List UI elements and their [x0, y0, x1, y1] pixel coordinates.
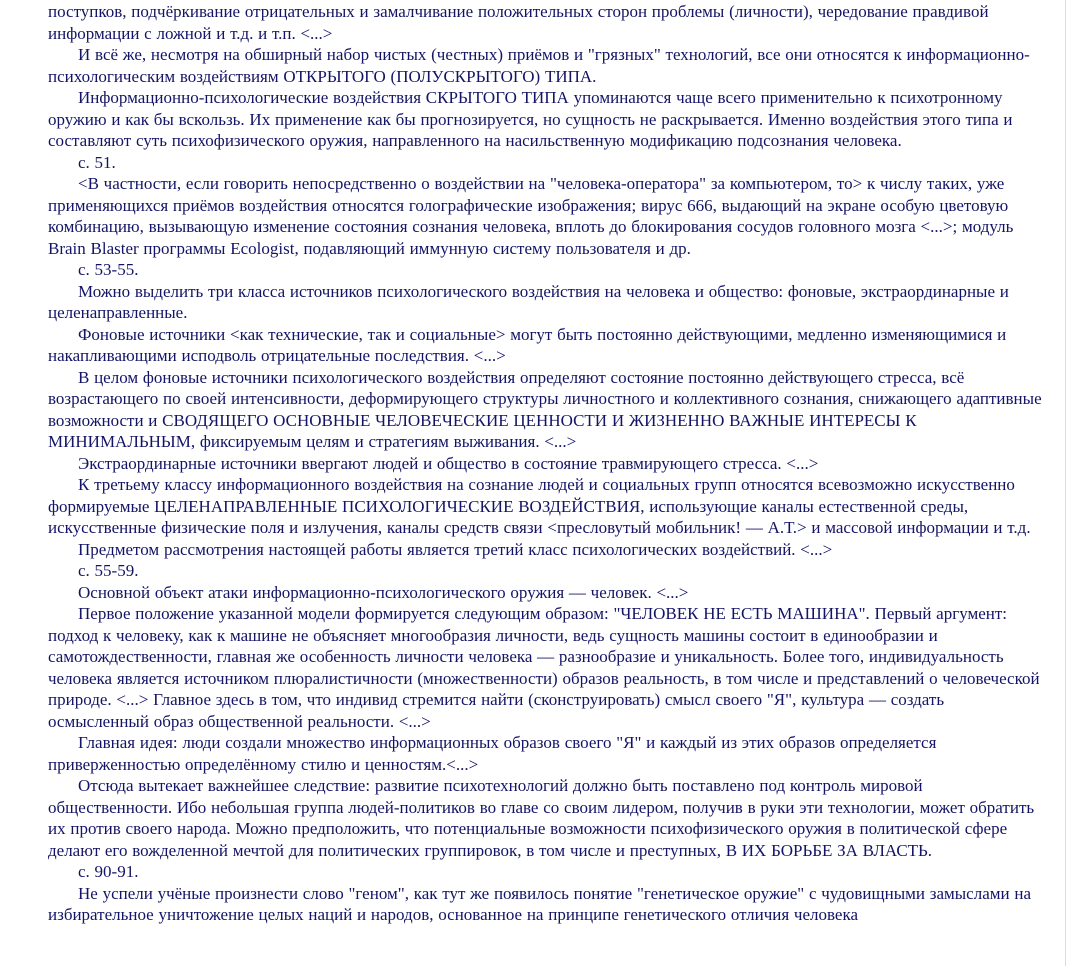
paragraph: И всё же, несмотря на обширный набор чистых (честных) приёмов и "грязных" технологий, все они относятся к информационно-психологическим воздействиям ОТКРЫТОГО (ПОЛУСКРЫТОГО) ТИПА.	[48, 45, 1030, 86]
paragraph: Предметом рассмотрения настоящей работы является третий класс психологических воздействий. <...>	[78, 539, 833, 559]
document-text-body	[48, 1, 1042, 926]
paragraph: с. 90-91.	[78, 862, 139, 881]
paragraph: поступков, подчёркивание отрицательных и замалчивание положительных сторон проблемы (личности), чередование правдивой информации с ложной и т.д. и т.п. <...>	[48, 2, 989, 43]
paragraph: Можно выделить три класса источников психологического воздействия на человека и общество: фоновые, экстраординарные и целенаправленные.	[48, 281, 1009, 322]
paragraph: Первое положение указанной модели формируется следующим образом: "ЧЕЛОВЕК НЕ ЕСТЬ МАШИНА". Первый аргумент: подход к человеку, как к машине не объясняет многообразия личности, ведь сущность машины состоит в единообразии и самотождественности, главная же особенность личности человека — разнообразие и уникальность. Более того, индивидуальность человека является источником плюралистичности (множественности) образов реальность, в том числе и представлений о человеческой природе. <...> Главное здесь в том, что индивид стремится найти (сконструировать) смысл своего "Я", культура — создать осмысленный образ общественной реальности. <...>	[48, 604, 1040, 731]
paragraph: Главная идея: люди создали множество информационных образов своего "Я" и каждый из этих образов определяется приверженностью определённому стилю и ценностям.<...>	[48, 733, 937, 774]
paragraph: с. 53-55.	[78, 260, 139, 279]
paragraph: Отсюда вытекает важнейшее следствие: развитие психотехнологий должно быть поставлено под контроль мировой общественности. Ибо небольшая группа людей-политиков во главе со своим лидером, получив в руки эти технологии, может обратить их против своего народа. Можно предположить, что потенциальные возможности психофизического оружия в политической сфере делают его вожделенной мечтой для политических группировок, в том числе и преступных, В ИХ БОРЬБЕ ЗА ВЛАСТЬ.	[48, 776, 1035, 860]
paragraph: Не успели учёные произнести слово "геном", как тут же появилось понятие "генетическое оружие" с чудовищными замыслами на избирательное уничтожение целых наций и народов, основанное на принципе генетического отличия человека	[48, 883, 1031, 924]
paragraph: Информационно-психологические воздействия СКРЫТОГО ТИПА упоминаются чаще всего применительно к психотронному оружию и как бы вскользь. Их применение как бы прогнозируется, но сущность не раскрывается. Именно воздействия этого типа и составляют суть психофизического оружия, направленного на насильственную модификацию подсознания человека.	[48, 88, 1013, 150]
paragraph: К третьему классу информационного воздействия на сознание людей и социальных групп относятся всевозможно искусственно формируемые ЦЕЛЕНАПРАВЛЕННЫЕ ПСИХОЛОГИЧЕСКИЕ ВОЗДЕЙСТВИЯ, использующие каналы естественной среды, искусственные физические поля и излучения, каналы средств связи <пресловутый мобильник! — А.Т.> и массовой информации и т.д.	[48, 475, 1031, 537]
paragraph: Основной объект атаки информационно-психологического оружия — человек. <...>	[78, 582, 689, 602]
paragraph: Экстраординарные источники ввергают людей и общество в состояние травмирующего стресса. <...>	[78, 453, 819, 473]
paragraph: В целом фоновые источники психологического воздействия определяют состояние постоянно действующего стресса, всё возрастающего по своей интенсивности, деформирующего структуры личностного и коллективного сознания, снижающего адаптивные возможности и СВОДЯЩЕГО ОСНОВНЫЕ ЧЕЛОВЕЧЕСКИЕ ЦЕННОСТИ И ЖИЗНЕННО ВАЖНЫЕ ИНТЕРЕСЫ К МИНИМАЛЬНЫМ, фиксируемым целям и стратегиям выживания. <...>	[48, 367, 1042, 451]
paragraph: Фоновые источники <как технические, так и социальные> могут быть постоянно действующими, медленно изменяющимися и накапливающими исподволь отрицательные последствия. <...>	[48, 324, 1007, 365]
paragraph: с. 55-59.	[78, 561, 139, 580]
paragraph: <В частности, если говорить непосредственно о воздействии на "человека-оператора" за компьютером, то> к числу таких, уже применяющихся приёмов воздействия относятся голографические изображения; вирус 666, выдающий на экране особую цветовую комбинацию, вызывающую изменение состояния сознания человека, вплоть до блокирования сосудов головного мозга <...>; модуль Brain Blaster программы Ecologist, подавляющий иммунную систему пользователя и др.	[48, 174, 1014, 258]
paragraph: с. 51.	[78, 152, 116, 172]
